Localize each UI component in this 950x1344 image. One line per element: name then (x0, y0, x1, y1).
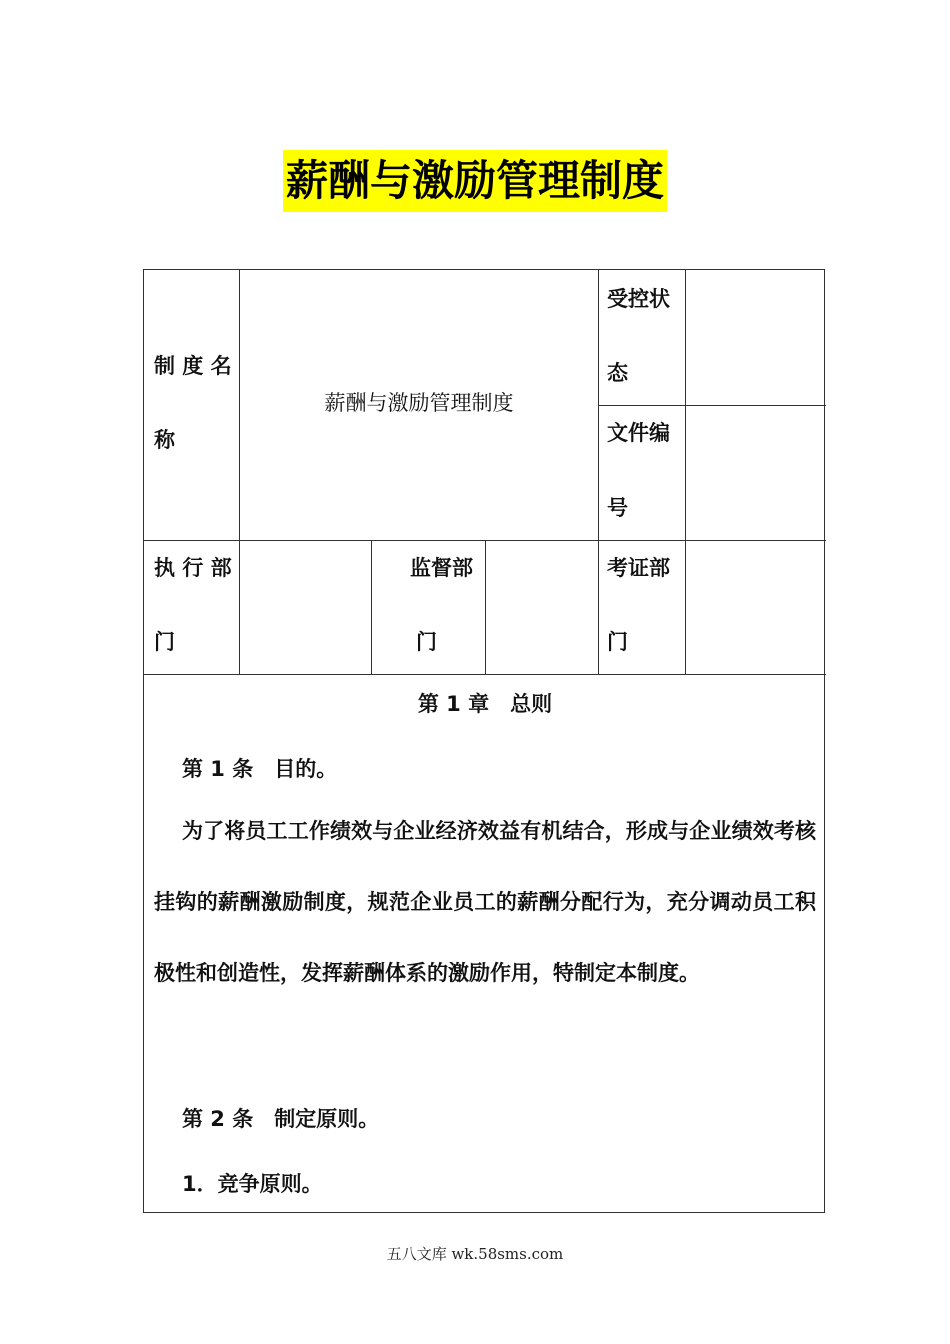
exec-dept-label-line1: 执 行 部 (154, 556, 232, 580)
col-divider-1 (239, 270, 240, 674)
control-status-label-line2: 态 (607, 361, 628, 385)
col-divider-3 (685, 270, 686, 674)
article-1-heading: 第 1 条 目的。 (182, 757, 338, 781)
item-1: 1．竞争原则。 (182, 1172, 323, 1196)
name-label-line2: 称 (154, 428, 175, 452)
name-value: 薪酬与激励管理制度 (324, 391, 514, 415)
row-divider-3 (144, 674, 826, 675)
footer-watermark: 五八文库 wk.58sms.com (386, 1245, 564, 1263)
article-2-heading: 第 2 条 制定原则。 (182, 1107, 380, 1131)
chapter-heading: 第 1 章 总则 (417, 692, 553, 716)
name-label-line1: 制 度 名 (154, 354, 232, 378)
col-divider-5 (485, 540, 486, 674)
col-divider-2 (598, 270, 599, 674)
title-area (0, 150, 950, 212)
supervise-dept-label-line2: 门 (416, 630, 437, 654)
exec-dept-label-line2: 门 (154, 630, 175, 654)
col-divider-4 (371, 540, 372, 674)
document-table (143, 269, 825, 1213)
file-number-label-line1: 文件编 (607, 421, 670, 445)
document-title: 薪酬与激励管理制度 (283, 150, 667, 212)
verify-dept-label-line2: 门 (607, 630, 628, 654)
article-1-paragraph: 为了将员工工作绩效与企业经济效益有机结合，形成与企业绩效考核挂钩的薪酬激励制度，规范企业员工的薪酬分配行为，充分调动员工积极性和创造性，发挥薪酬体系的激励作用，特制定本制度。 (154, 819, 816, 985)
control-status-label-line1: 受控状 (607, 287, 670, 311)
verify-dept-label-line1: 考证部 (607, 556, 670, 580)
supervise-dept-label-line1: 监督部 (410, 556, 473, 580)
file-number-label-line2: 号 (607, 496, 628, 520)
